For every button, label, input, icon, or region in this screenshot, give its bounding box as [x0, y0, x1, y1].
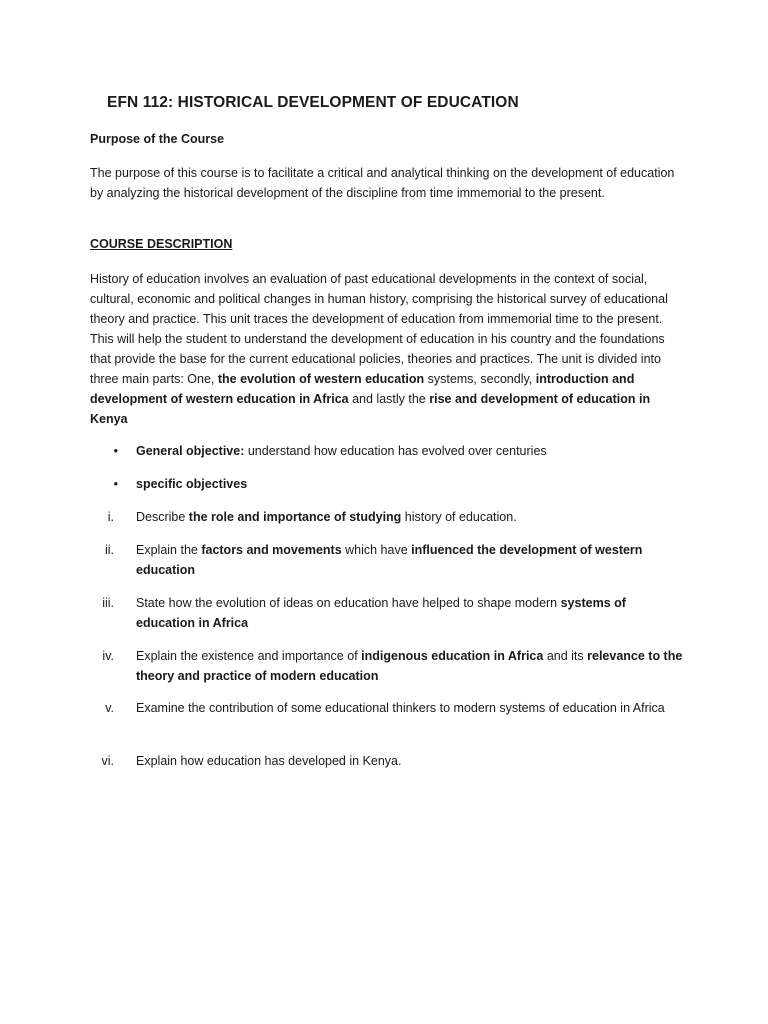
objective-text	[136, 751, 684, 771]
objective-part: Explain the	[136, 543, 202, 557]
course-description-paragraph	[90, 269, 680, 429]
objective-part: Describe	[136, 510, 189, 524]
bullet-label: General objective:	[136, 444, 245, 458]
list-item-text	[136, 441, 684, 461]
description-text-1: History of education involves an evaluation of past educational developments in the context of social, cultural, economic and political changes in human history, comprising the historical survey of educational theory and practice. This unit traces the development of education from immemorial time to the present. This will help the student to understand the development of education in his country and the foundations that provide the base for the current educational policies, theories and practices. The unit is divided into three main parts: One,	[90, 272, 668, 386]
purpose-heading: Purpose of the Course	[90, 132, 225, 146]
objective-text	[136, 507, 684, 527]
objective-part: State how the evolution of ideas on education have helped to shape modern	[136, 596, 561, 610]
objective-bold: the role and importance of studying	[188, 510, 402, 524]
description-text-3: and lastly the	[348, 392, 430, 406]
objective-text	[136, 698, 684, 718]
objective-marker: ii.	[104, 543, 114, 557]
objective-part: which have	[341, 543, 412, 557]
objective-text	[136, 593, 684, 633]
objective-bold: factors and movements	[201, 543, 342, 557]
objective-text	[136, 540, 684, 580]
bullet-label: specific objectives	[136, 477, 248, 491]
objective-part: Explain the existence and importance of	[136, 649, 362, 663]
objective-bold: indigenous education in Africa	[361, 649, 544, 663]
document-title: EFN 112: HISTORICAL DEVELOPMENT OF EDUCATION	[107, 94, 519, 111]
description-bold-1: the evolution of western education	[217, 372, 425, 386]
objective-part: history of education.	[401, 510, 517, 524]
objective-bold: relevance to the theory and practice of modern education	[136, 649, 683, 683]
objective-part: Explain how education has developed in Kenya.	[136, 754, 402, 768]
bullet-marker: •	[113, 477, 118, 491]
objective-bold: influenced the development of western education	[136, 543, 643, 577]
objective-marker: i.	[107, 510, 114, 524]
list-item-text	[136, 474, 684, 494]
objective-marker: v.	[105, 701, 114, 715]
description-text-2: systems, secondly,	[424, 372, 536, 386]
objective-marker: iv.	[102, 649, 114, 663]
description-bold-3: rise and development of education in Kenya	[90, 392, 651, 426]
description-bold-2: introduction and development of western education in Africa	[90, 372, 635, 406]
objective-part: Examine the contribution of some educational thinkers to modern systems of education in Africa	[136, 701, 665, 715]
objective-text	[136, 646, 684, 686]
objective-marker: vi.	[101, 754, 114, 768]
purpose-paragraph: The purpose of this course is to facilitate a critical and analytical thinking on the development of education by analyzing the historical development of the discipline from time immemorial to the present.	[90, 166, 675, 200]
course-description-heading: COURSE DESCRIPTION	[90, 237, 233, 251]
bullet-marker: •	[113, 444, 118, 458]
objective-marker: iii.	[102, 596, 114, 610]
objective-bold: systems of education in Africa	[136, 596, 626, 630]
objective-part: and its	[543, 649, 588, 663]
bullet-text: understand how education has evolved over centuries	[244, 444, 547, 458]
